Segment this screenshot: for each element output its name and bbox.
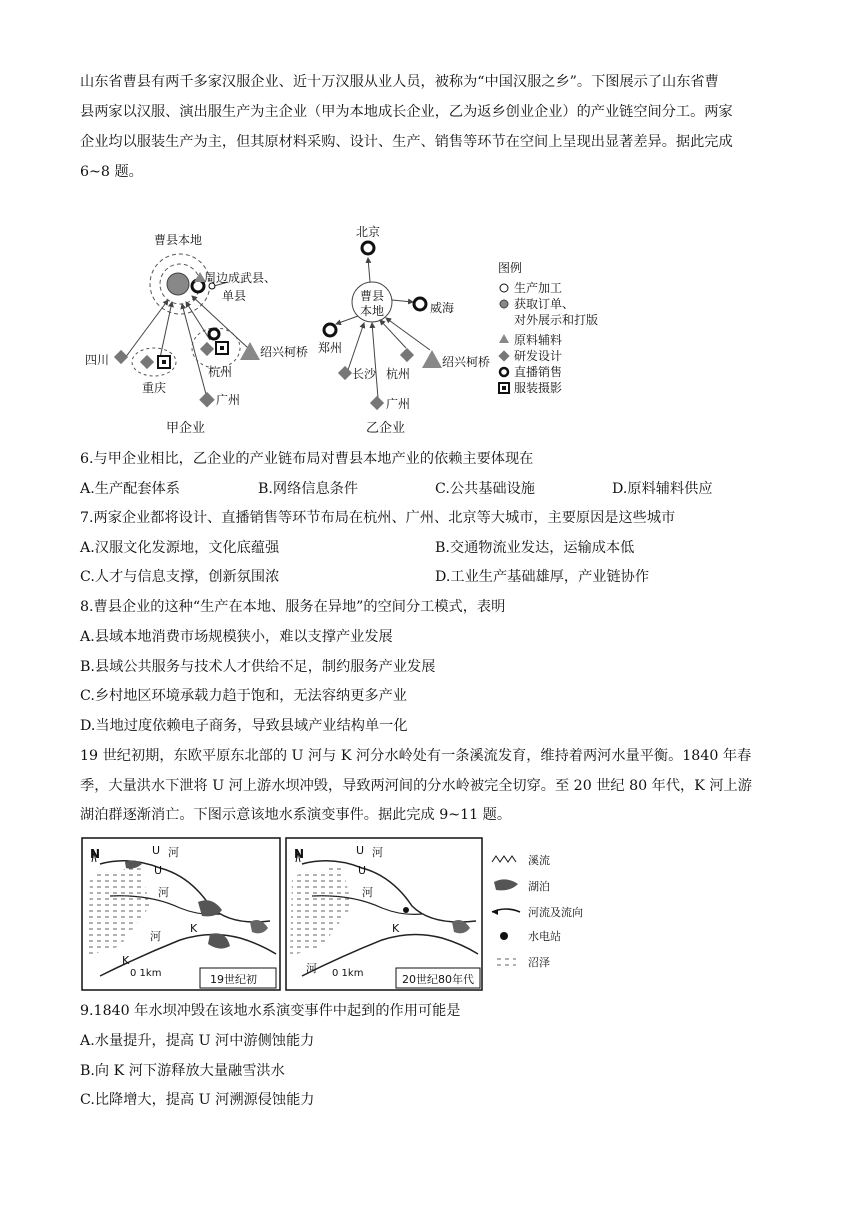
a-nearby2-label: 单县 [222, 289, 247, 303]
map2-river-k: 河 [306, 962, 317, 975]
q7-stem: 7.两家企业都将设计、直播销售等环节布局在杭州、广州、北京等大城市，主要原因是这些城市 [80, 510, 676, 526]
legend1-item-3: 原料辅料 [514, 333, 563, 347]
map1-k2: K [122, 954, 130, 967]
map1-scale: 0 1km [130, 968, 162, 979]
map1-k: K [190, 922, 198, 935]
industry-chain-figure [80, 220, 640, 442]
intro2-line-3: 湖泊群逐渐消亡。下图示意该地水系演变事件。据此完成 9~11 题。 [80, 807, 512, 823]
q8-option-d: D.当地过度依赖电子商务，导致县域产业结构单一化 [80, 718, 408, 734]
a-chongqing-label: 重庆 [142, 381, 167, 395]
intro-line-1: 山东省曹县有两千多家汉服企业、近十万汉服从业人员，被称为“中国汉服之乡”。下图展示了山东省曹 [80, 74, 719, 90]
intro2-line-1: 19 世纪初期，东欧平原东北部的 U 河与 K 河分水岭处有一条溪流发育，维持着两河水量平衡。1840 年春 [80, 748, 752, 764]
q6-option-a: A.生产配套体系 [80, 481, 180, 497]
a-nearby-label: 周边成武县、 [204, 271, 277, 285]
map1-u: U [152, 844, 161, 857]
q9-option-c: C.比降增大，提高 U 河溯源侵蚀能力 [80, 1092, 315, 1108]
q7-option-a: A.汉服文化发源地，文化底蕴强 [80, 540, 280, 556]
q8-option-c: C.乡村地区环境承载力趋于饱和，无法容纳更多产业 [80, 688, 407, 704]
q9-option-a: A.水量提升，提高 U 河中游侧蚀能力 [80, 1033, 315, 1049]
legend1-title: 图例 [498, 261, 523, 275]
legend1-item-1: 获取订单、 [514, 297, 575, 311]
map1-river-k: 河 [150, 930, 161, 943]
q8-option-a: A.县域本地消费市场规模狭小，难以支撑产业发展 [80, 629, 393, 645]
map1-u2: U [154, 864, 163, 877]
legend2-item-4: 沼泽 [528, 956, 550, 969]
legend2-item-2: 河流及流向 [528, 906, 583, 919]
q7-option-c: C.人才与信息支撑，创新氛围浓 [80, 569, 280, 585]
intro-line-4: 6~8 题。 [80, 164, 143, 180]
a-shaoxing-label: 绍兴柯桥 [260, 345, 309, 359]
b-shaoxing-label: 绍兴柯桥 [442, 355, 491, 369]
map2-river-2: 河 [362, 886, 373, 899]
map1-north: N [90, 847, 101, 861]
map2-north: N [294, 847, 305, 861]
legend2-item-1: 湖泊 [528, 880, 550, 893]
b-weihai-label: 威海 [430, 301, 455, 315]
a-center-label: 曹县本地 [154, 233, 203, 247]
map1-river-u: 河 [168, 846, 179, 859]
b-guangzhou-label: 广州 [386, 397, 411, 411]
q6-option-d: D.原料辅料供应 [612, 481, 713, 497]
q9-stem: 9.1840 年水坝冲毁在该地水系演变事件中起到的作用可能是 [80, 1003, 461, 1019]
river-system-figure [80, 836, 640, 994]
b-beijing-label: 北京 [356, 225, 381, 239]
map1-river-2: 河 [158, 886, 169, 899]
b-center-label-2: 本地 [360, 304, 385, 318]
q9-option-b: B.向 K 河下游释放大量融雪洪水 [80, 1063, 285, 1079]
intro-line-3: 企业均以服装生产为主，但其原材料采购、设计、生产、销售等环节在空间上呈现出显著差异。据此完成 [80, 134, 733, 150]
map2-u: U [356, 844, 365, 857]
b-caption: 乙企业 [366, 421, 406, 436]
legend1-item-2: 对外展示和打版 [514, 313, 599, 327]
q7-option-d: D.工业生产基础雄厚，产业链协作 [435, 569, 650, 585]
b-changsha-label: 长沙 [352, 367, 377, 381]
b-hangzhou-label: 杭州 [386, 367, 411, 381]
a-guangzhou-label: 广州 [216, 393, 241, 407]
map2-scale: 0 1km [332, 968, 364, 979]
a-caption: 甲企业 [166, 421, 206, 436]
a-sichuan-label: 四川 [85, 353, 110, 367]
map2-k: K [392, 922, 400, 935]
legend1-item-6: 服装摄影 [514, 381, 563, 395]
legend1-item-5: 直播销售 [514, 365, 563, 379]
b-center-label-1: 曹县 [360, 289, 385, 303]
map2-river-u: 河 [372, 846, 383, 859]
b-zhengzhou-label: 郑州 [318, 341, 343, 355]
q6-option-b: B.网络信息条件 [258, 481, 359, 497]
legend1-item-4: 研发设计 [514, 349, 563, 363]
map2-era: 20世纪80年代 [402, 973, 474, 986]
q8-stem: 8.曹县企业的这种“生产在本地、服务在异地”的空间分工模式，表明 [80, 599, 506, 615]
intro2-line-2: 季，大量洪水下泄将 U 河上游水坝冲毁，导致两河间的分水岭被完全切穿。至 20 世纪 80 年代，K 河上游 [80, 778, 752, 794]
legend2-item-3: 水电站 [528, 930, 561, 943]
q7-option-b: B.交通物流业发达，运输成本低 [435, 540, 635, 556]
q6-stem: 6.与甲企业相比，乙企业的产业链布局对曹县本地产业的依赖主要体现在 [80, 451, 534, 467]
q6-option-c: C.公共基础设施 [435, 481, 535, 497]
map2-u2: U [358, 864, 367, 877]
legend2-item-0: 溪流 [528, 854, 550, 867]
legend1-item-0: 生产加工 [514, 281, 563, 295]
a-hangzhou-label: 杭州 [208, 365, 233, 379]
intro-line-2: 县两家以汉服、演出服生产为主企业（甲为本地成长企业，乙为返乡创业企业）的产业链空间分工。两家 [80, 104, 733, 120]
q8-option-b: B.县域公共服务与技术人才供给不足，制约服务产业发展 [80, 659, 436, 675]
map1-era: 19世纪初 [210, 973, 257, 986]
